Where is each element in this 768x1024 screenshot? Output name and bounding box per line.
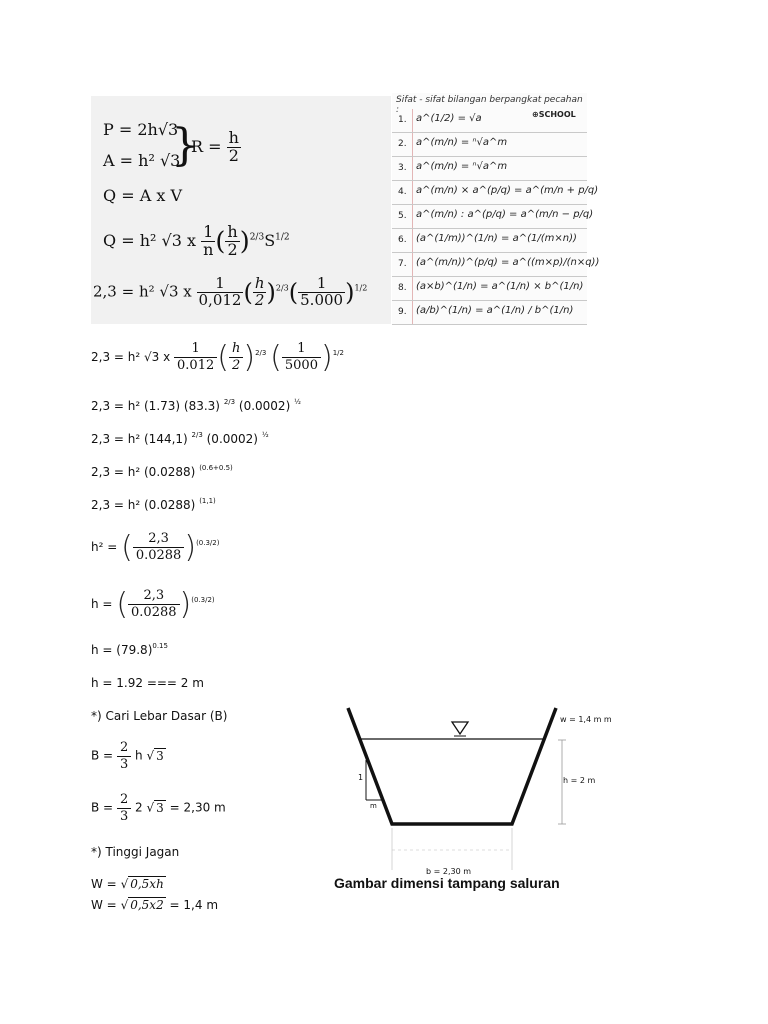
notebook-row: 4. a^(m/n) × a^(p/q) = a^(m/n + p/q) (392, 181, 587, 205)
area-equation: A = h² √3 (103, 151, 181, 170)
notebook-title: Sifat - sifat bilangan berpangkat pecahan : (396, 95, 583, 115)
notebook-row: 6. (a^(1/m))^(1/n) = a^(1/(m×n)) (392, 229, 587, 253)
perimeter-equation: P = 2h√3 (103, 120, 179, 139)
calc-line-6: h² = ( $\frac{2,3}{0.0288}$ )$^{(0.3/2)}$ (91, 530, 220, 565)
water-level-marker-icon (452, 722, 468, 734)
manning-values-equation: 2,3 = h² √3 x $\frac{1}{0,012}$ ( $\frac{h}{2}$ )$^{2/3}$( $\frac{1}{5.000}$ )$^{1/2}$ (93, 274, 368, 309)
calc-line-freeboard-formula: W = √ 0,5xh (91, 877, 164, 891)
calc-line-9: h = 1.92 === 2 m (91, 676, 204, 690)
notebook-row: 7. (a^(m/n))^(p/q) = a^((m×p)/(n×q)) (392, 253, 587, 277)
manning-equation: Q = h² √3 x $\frac{1}{n}$ ( $\frac{h}{2}$ )$^{2/3}S^{1/2}$ (103, 222, 290, 259)
notebook-row: 3. a^(m/n) = ⁿ√a^m (392, 157, 587, 181)
notebook-row: 5. a^(m/n) : a^(p/q) = a^(m/n − p/q) (392, 205, 587, 229)
calc-line-7: h = ( $\frac{2,3}{0.0288}$ )$^{(0.3/2)}$ (91, 587, 215, 622)
notebook-row: 2. a^(m/n) = ⁿ√a^m (392, 133, 587, 157)
notebook-row: 9. (a/b)^(1/n) = a^(1/n) / b^(1/n) (392, 301, 587, 325)
height-label: h = 2 m (563, 776, 596, 785)
section-heading-base-width: *) Cari Lebar Dasar (B) (91, 709, 228, 723)
school-logo: ⊕SCHOOL (532, 110, 576, 119)
notebook-image (392, 93, 600, 325)
diagram-caption: Gambar dimensi tampang saluran (334, 875, 560, 891)
calc-line-5: 2,3 = h² (0.0288) $^{(1,1)}$ (91, 497, 216, 512)
calc-line-4: 2,3 = h² (0.0288) $^{(0.6+0.5)}$ (91, 464, 233, 479)
discharge-equation: Q = A x V (103, 186, 182, 205)
notebook-row: 1. a^(1/2) = √a (392, 109, 587, 133)
base-width-label: b = 2,30 m (426, 867, 472, 876)
calc-line-3: 2,3 = h² (144,1) $^{2/3}$ (0.0002) $^{\frac{1}{2}}$ (91, 431, 269, 446)
calc-line-2: 2,3 = h² (1.73) (83.3) $^{2/3}$ (0.0002) $^{\frac{1}{2}}$ (91, 398, 301, 413)
calc-line-base-width: B = $\frac{2}{3}$ h √ 3 (91, 740, 164, 772)
curly-brace: } (171, 120, 199, 171)
formula-image (91, 96, 391, 324)
calc-line-1: 2,3 = h² √3 x $\frac{1}{0.012}$ ( $\frac{h}{2}$ )$^{2/3}$ ( $\frac{1}{5000}$ )$^{1/2}$ (91, 340, 344, 375)
calc-line-base-width-result: B = $\frac{2}{3}$ 2 √ 3 = 2,30 m (91, 792, 226, 824)
calc-line-8: $h = (79.8)^{0.15}$ (91, 642, 168, 657)
notebook-row: 8. (a×b)^(1/n) = a^(1/n) × b^(1/n) (392, 277, 587, 301)
section-heading-freeboard: *) Tinggi Jagan (91, 845, 180, 859)
hydraulic-radius-equation: R = $\frac{h}{2}$ (191, 128, 239, 165)
freeboard-label: w = 1,4 m m (560, 715, 612, 724)
calc-line-freeboard-result: W = √ 0,5x2 = 1,4 m (91, 898, 219, 912)
slope-horizontal-label: m (370, 802, 377, 810)
slope-vertical-label: 1 (358, 773, 364, 782)
channel-outline (348, 708, 556, 824)
channel-cross-section-diagram (330, 700, 620, 900)
